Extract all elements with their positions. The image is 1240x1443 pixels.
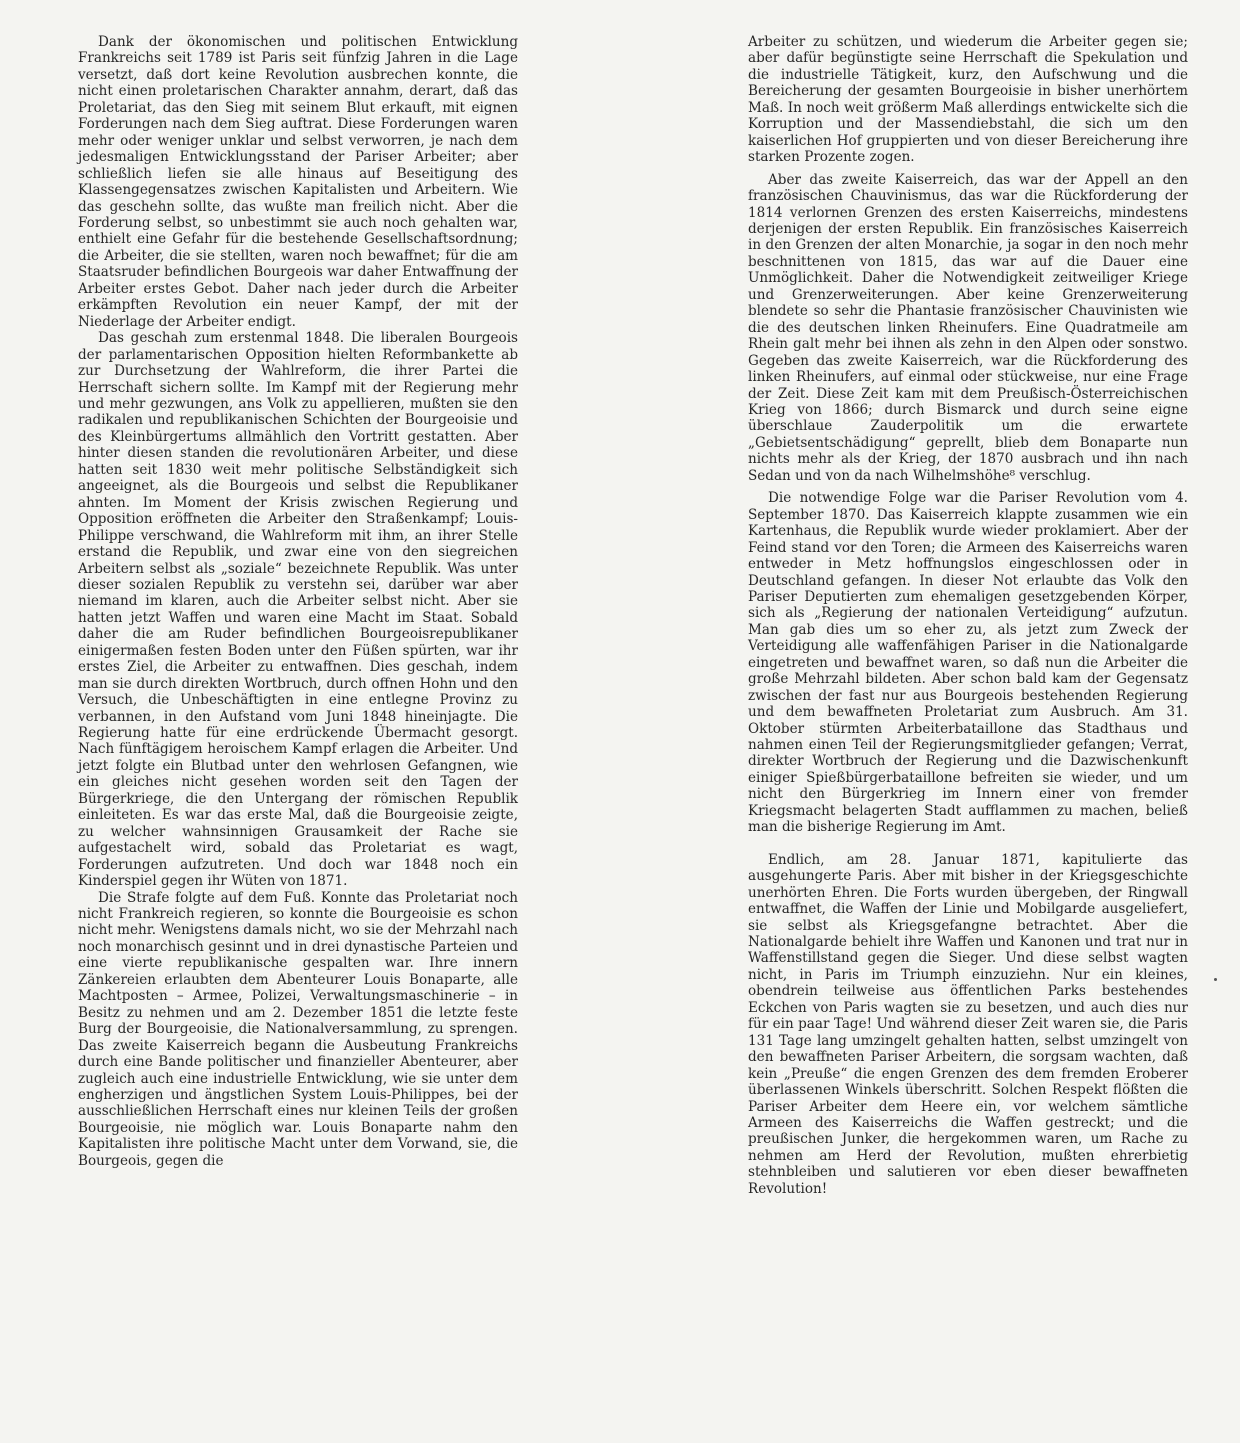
paragraph-revolution-1848: Das geschah zum erstenmal 1848. Die liberalen Bourgeois der parlamentarischen Opposition hielten Reformbankette ab zur Durchsetzung der Wahlreform, die ihrer Partei die Herrschaft sichern sollte. Im Kampf mit der Regierung mehr und mehr gezwungen, ans Volk zu appellieren, mußten sie den radikalen und republikanischen Schichten der Bourgeoisie und des Kleinbürgertums allmählich den Vortritt gestatten. Aber hinter diesen standen die revolutionären Arbeiter, und diese hatten seit 1830 weit mehr politische Selbständigkeit sich angeeignet, als die Bourgeois und selbst die Republikaner ahnten. Im Moment der Krisis zwischen Regierung und Opposition eröffneten die Arbeiter den Straßenkampf; Louis-Philippe verschwand, die Wahlreform mit ihm, an ihrer Stelle erstand die Republik, und zwar eine von den siegreichen Arbeitern selbst als „soziale“ bezeichnete Republik. Was unter dieser sozialen Republik zu verstehn sei, darüber war aber niemand im klaren, auch die Arbeiter selbst nicht. Aber sie hatten jetzt Waffen und waren eine Macht im Staat. Sobald daher die am Ruder befindlichen Bourgeoisrepublikaner einigermaßen festen Boden unter den Füßen spürten, war ihr erstes Ziel, die Arbeiter zu entwaffnen. Dies geschah, indem man sie durch direkten Wortbruch, durch offnen Hohn und den Versuch, die Unbeschäftigten in eine entlegne Provinz zu verbannen, in den Aufstand vom Juni 1848 hineinjagte. Die Regierung hatte für eine erdrückende Übermacht gesorgt. Nach fünftägigem heroischem Kampf erlagen die Arbeiter. Und jetzt folgte ein Blutbad unter den wehrlosen Gefangnen, wie ein gleiches nicht gesehen worden seit den Tagen der Bürgerkriege, die den Untergang der römischen Republik einleiteten. Es war das erste Mal, daß die Bourgeoisie zeigte, zu welcher wahnsinnigen Grausamkeit der Rache sie aufgestachelt wird, sobald das Proletariat es wagt, Forderungen aufzutreten. Und doch war 1848 noch ein Kinderspiel gegen ihr Wüten von 1871. (78, 330, 518, 890)
ink-speck (1214, 978, 1217, 981)
paragraph-french-chauvinism: Aber das zweite Kaiserreich, das war der Appell an den französischen Chauvinismus, das war die Rückforderung der 1814 verlornen Grenzen des ersten Kaiserreichs, mindestens derjenigen der ersten Republik. Ein französisches Kaiserreich in den Grenzen der alten Monarchie, ja sogar in den noch mehr beschnittenen von 1815, das war auf die Dauer eine Unmöglichkeit. Daher die Notwendigkeit zeitweiliger Kriege und Grenzerweiterungen. Aber keine Grenzerweiterung blendete so sehr die Phantasie französischer Chauvinisten wie die des deutschen linken Rheinufers. Eine Quadratmeile am Rhein galt mehr bei ihnen als zehn in den Alpen oder sonstwo. Gegeben das zweite Kaiserreich, war die Rückforderung des linken Rheinufers, auf einmal oder stückweise, nur eine Frage der Zeit. Diese Zeit kam mit dem Preußisch-Österreichischen Krieg von 1866; durch Bismarck und durch seine eigne überschlaue Zauderpolitik um die erwartete „Gebietsentschädigung“ geprellt, blieb dem Bonaparte nun nichts mehr als der Krieg, der 1870 ausbrach und ihn nach Sedan und von da nach Wilhelmshöhe⁸ verschlug. (748, 171, 1188, 484)
paragraph-capitulation-of-paris: Endlich, am 28. Januar 1871, kapitulierte das ausgehungerte Paris. Aber mit bisher in der Kriegsgeschichte unerhörten Ehren. Die Forts wurden übergeben, der Ringwall entwaffnet, die Waffen der Linie und Mobilgarde ausgeliefert, sie selbst als Kriegsgefangne betrachtet. Aber die Nationalgarde behielt ihre Waffen und Kanonen und trat nur in Waffenstillstand gegen die Sieger. Und diese selbst wagten nicht, in Paris im Triumph einzuziehn. Nur ein kleines, obendrein teilweise aus öffentlichen Parks bestehendes Eckchen von Paris wagten sie zu besetzen, und auch dies nur für ein paar Tage! Und während dieser Zeit waren sie, die Paris 131 Tage lang umzingelt gehalten hatten, selbst umzingelt von den bewaffneten Pariser Arbeitern, die sorgsam wachten, daß kein „Preuße“ die engen Grenzen des dem fremden Eroberer überlassenen Winkels überschritt. Solchen Respekt flößten die Pariser Arbeiter dem Heere ein, vor welchem sämtliche Armeen des Kaiserreichs die Waffen gestreckt; und die preußischen Junker, die hergekommen waren, um Rache zu nehmen am Herd der Revolution, mußten ehrerbietig stehnbleiben und salutieren vor eben dieser bewaffneten Revolution! (748, 851, 1188, 1197)
paragraph-september-revolution: Die notwendige Folge war die Pariser Revolution vom 4. September 1870. Das Kaiserreich klappte zusammen wie ein Kartenhaus, die Republik wurde wieder proklamiert. Aber der Feind stand vor den Toren; die Armeen des Kaiserreichs waren entweder in Metz hoffnungslos eingeschlossen oder in Deutschland gefangen. In dieser Not erlaubte das Volk den Pariser Deputierten zum ehemaligen gesetzgebenden Körper, sich als „Regierung der nationalen Verteidigung“ aufzutun. Man gab dies um so eher zu, als jetzt zum Zweck der Verteidigung alle waffenfähigen Pariser in die Nationalgarde eingetreten und bewaffnet waren, so daß nun die Arbeiter die große Mehrzahl bildeten. Aber schon bald kam der Gegensatz zwischen der fast nur aus Bourgeois bestehenden Regierung und dem bewaffneten Proletariat zum Ausbruch. Am 31. Oktober stürmten Arbeiterbataillone das Stadthaus und nahmen einen Teil der Regierungsmitglieder gefangen; Verrat, direkter Wortbruch der Regierung und die Dazwischenkunft einiger Spießbürgerbataillone befreiten sie wieder, und um nicht den Bürgerkrieg im Innern einer von fremder Kriegsmacht belagerten Stadt aufflammen zu machen, beließ man die bisherige Regierung im Amt. (748, 490, 1188, 836)
left-text-column (78, 34, 518, 1169)
right-text-column (748, 34, 1188, 1197)
paragraph-proletarian-character: Dank der ökonomischen und politischen Entwicklung Frankreichs seit 1789 ist Paris seit fünfzig Jahren in die Lage versetzt, daß dort keine Revolution ausbrechen konnte, die nicht einen proletarischen Charakter annahm, derart, daß das Proletariat, das den Sieg mit seinem Blut erkauft, mit eignen Forderungen nach dem Sieg auftrat. Diese Forderungen waren mehr oder weniger unklar und selbst verworren, je nach dem jedesmaligen Entwicklungsstand der Pariser Arbeiter; aber schließlich liefen sie alle hinaus auf Beseitigung des Klassengegensatzes zwischen Kapitalisten und Arbeitern. Wie das geschehn sollte, das wußte man freilich nicht. Aber die Forderung selbst, so unbestimmt sie auch noch gehalten war, enthielt eine Gefahr für die bestehende Gesellschaftsordnung; die Arbeiter, die sie stellten, waren noch bewaffnet; für die am Staatsruder befindlichen Bourgeois war daher Entwaffnung der Arbeiter erstes Gebot. Daher nach jeder durch die Arbeiter erkämpften Revolution ein neuer Kampf, der mit der Niederlage der Arbeiter endigt. (78, 34, 518, 330)
paragraph-second-empire-origin: Die Strafe folgte auf dem Fuß. Konnte das Proletariat noch nicht Frankreich regieren, so konnte die Bourgeoisie es schon nicht mehr. Wenigstens damals nicht, wo sie der Mehrzahl nach noch monarchisch gesinnt und in drei dynastische Parteien und eine vierte republikanische gespalten war. Ihre innern Zänkereien erlaubten dem Abenteurer Louis Bonaparte, alle Machtposten – Armee, Polizei, Verwaltungsmaschinerie – in Besitz zu nehmen und am 2. Dezember 1851 die letzte feste Burg der Bourgeoisie, die Nationalversammlung, zu sprengen. Das zweite Kaiserreich begann die Ausbeutung Frankreichs durch eine Bande politischer und finanzieller Abenteurer, aber zugleich auch eine industrielle Entwicklung, wie sie unter dem engherzigen und ängstlichen System Louis-Philippes, bei der ausschließlichen Herrschaft eines nur kleinen Teils der großen Bourgeoisie, nie möglich war. Louis Bonaparte nahm den Kapitalisten ihre politische Macht unter dem Vorwand, sie, die Bourgeois, gegen die (78, 889, 518, 1169)
paragraph-bourgeois-enrichment: Arbeiter zu schützen, und wiederum die Arbeiter gegen sie; aber dafür begünstigte seine Herrschaft die Spekulation und die industrielle Tätigkeit, kurz, den Aufschwung und die Bereicherung der gesamten Bourgeoisie in bisher unerhörtem Maß. In noch weit größerm Maß allerdings entwickelte sich die Korruption und der Massendiebstahl, die sich um den kaiserlichen Hof gruppierten und von dieser Bereicherung ihre starken Prozente zogen. (748, 34, 1188, 166)
